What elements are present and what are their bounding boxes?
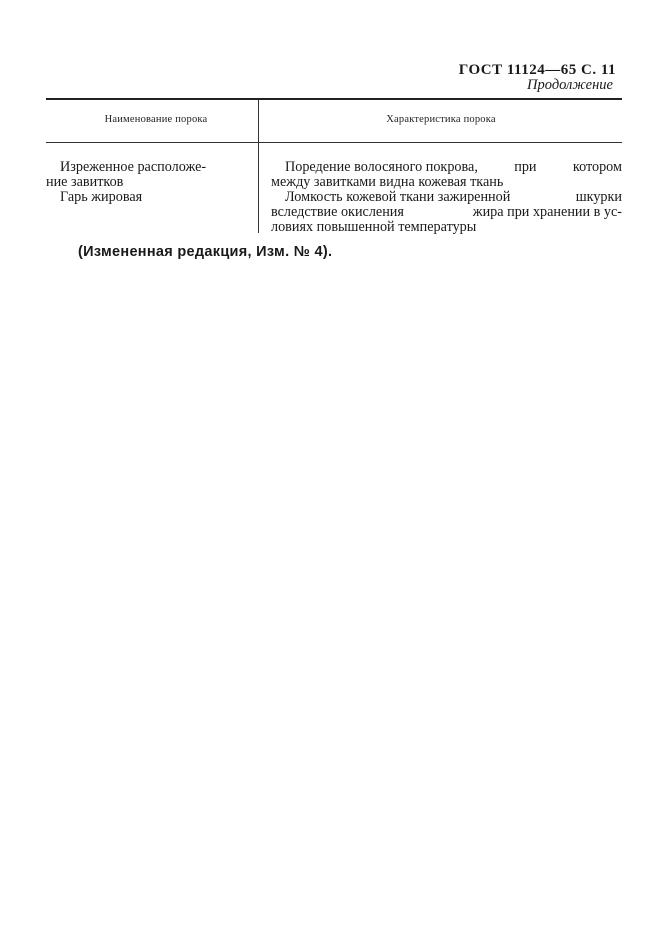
table-top-rule	[46, 98, 622, 100]
continuation-label: Продолжение	[527, 77, 613, 93]
column-header-defect-description: Характеристика порока	[386, 114, 496, 125]
defect-names-column	[46, 160, 251, 205]
defect-descriptions-column	[271, 160, 622, 235]
defect-name-line: Изреженное расположе-	[60, 159, 207, 175]
description-line: между завитками видна кожевая ткань	[271, 174, 504, 190]
column-header-defect-name: Наименование порока	[104, 114, 208, 125]
defect-name-line: Гарь жировая	[60, 189, 143, 205]
table-header-rule	[46, 142, 622, 143]
description-line: Поредение волосяного покрова, при котором	[285, 159, 622, 175]
description-line: вследствие окисления жира при хранении в ус-	[271, 204, 622, 220]
description-line: ловиях повышенной температуры	[271, 219, 477, 235]
page-header-code: ГОСТ 11124—65 С. 11	[458, 62, 616, 78]
defect-name-line: ние завитков	[46, 174, 124, 190]
amendment-note: (Измененная редакция, Изм. № 4).	[78, 244, 333, 260]
column-divider	[258, 100, 259, 233]
description-line: Ломкость кожевой ткани зажиренной шкурки	[285, 189, 622, 205]
